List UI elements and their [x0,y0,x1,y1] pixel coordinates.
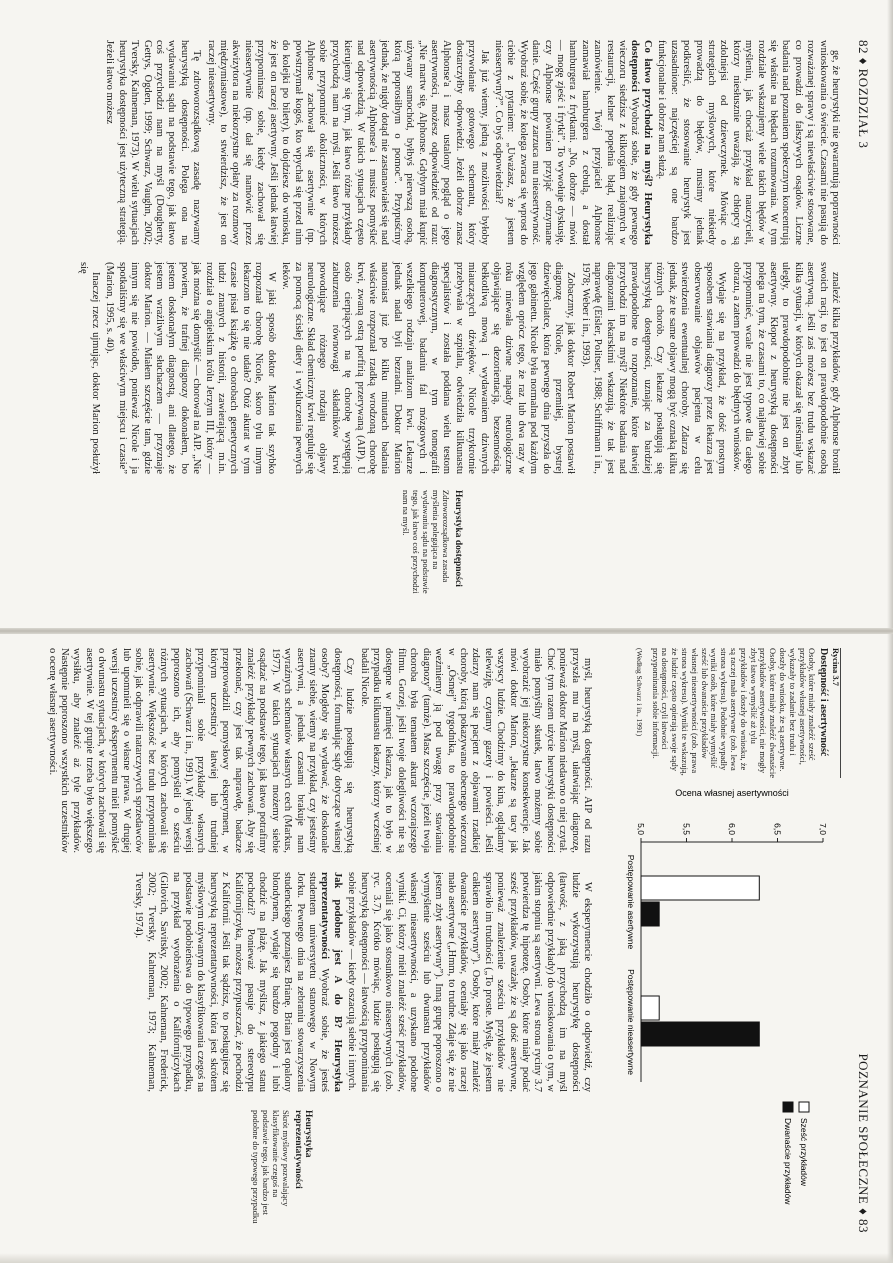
figure-caption-text: Osoby, które miały znaleźć sześć przykładów własnej asertywności, wykazały to zadanie bez trudu i doszły do wniosku, że są asertywne. Osoby, które miały znaleźć dwanaście przykładów asertywności, nie mogły zbyt łatwo wymyślić aż tylu przykładów i doszły do wniosku, że są raczej mało asertywne (zob. lewa strona wykresu). Podobnie wypadły wyniki osób, które miały wymyślić sześć lub dwanaście przykładów własnej nieasertywności (zob. prawa strona wykresu). Wyniki te wskazują, że ludzie często opierają swoje sądy na dostępności, czyli łatwości przypominania sobie informacji. [650,648,818,778]
margin-note-title: Heurystyka dostępności [453,490,463,587]
paragraph-text: Jak już wiemy, jedną z możliwości byłoby przywołanie gotowego schematu, który dostarczyłby odpowiedzi. Jeżeli dobrze znasz Alphonse'a i masz ustalony pogląd o jego asertywności, możesz odpowiedzieć od razu: „Nie martw się, Alphonse. Gdybym miał kupić używany samochód, byłbyś pierwszą osobą, którą poprosiłbym o pomoc”. Przypuśćmy jednak, że nigdy dotąd nie zastanawiałeś się nad asertywnością Alphonse'a i musisz pomyśleć nad odpowiedzią. W takich sytuacjach często kierujemy się tym, jak łatwo różne przykłady przychodzą nam na myśl. Jeśli łatwo możesz sobie przypomnieć okoliczności, w których Alphonse zachował się asertywnie (np. powstrzymał kogoś, kto wpychał się przed nim do kolejki po bilety), to dojdziesz do wniosku, że jest on raczej asertywny. Jeśli jednak łatwiej przypominasz sobie, kiedy zachował się nieasertywnie (np. dał się namówić przez akwizytora na niekorzystne opłaty za rozmowy międzymiastowe), to stwierdzisz, że jest on raczej nieasertywny. [205,40,490,245]
paragraph [345,872,593,1092]
paragraph [132,872,343,1092]
figure-source: (Według Schwarz i in., 1991) [634,648,644,737]
paragraph [655,40,841,245]
right-running-head: POZNANIE SPOŁECZNE ♦ 83 [856,1053,871,1233]
right-column-1 [43,648,593,853]
paragraph-text: Czy ludzie posługują się heurystyką dostępności, formułując sądy dotyczące własnej osoby? Mogłoby się wydawać, że doskonale znamy siebie, wiemy na przykład, czy jesteśmy asertywni, a jednak czasami brakuje nam wyraźnych schematów własnych cech (Markus, 1977). W takich sytuacjach możemy siebie osądzać na podstawie tego, jak łatwo potrafimy znaleźć przykłady pewnych zachowań. Aby się przekonać, czy jest tak naprawdę, badacze przeprowadzili pomysłowy eksperyment, w którym uczestnicy łatwiej lub trudniej przypominali sobie przykłady własnych zachowań (Schwarz i in., 1991). W jednej wersji poproszono ich, aby pomyśleli o sześciu różnych sytuacjach, w których zachowali się asertywnie. Większość bez trudu przypominała sobie, jak odprawili natarczywych sprzedawców lub upomnieli się o własne prawa. W drugiej wersji uczestnicy eksperymentu mieli pomyśleć o dwunastu sytuacjach, w których zachowali się asertywnie. W tej grupie trzeba było większego wysiłku, aby znaleźć aż tyle przykładów. Następnie poproszono wszystkich uczestników o ocenę własnej asertywności. [46,648,356,853]
margin-note-text: Skrót myślowy pozwalający klasyfikowanie czegoś na podstawie tego, jak bardzo jest podobne do typowego przypadku [251,1110,291,1224]
paragraph-text: myśl, heurystyką dostępności. AIP od razu przyszła mu na myśl, ułatwiając diagnozę, ponieważ doktor Marion niedawno o niej czytał. Choć tym razem użycie heurystyki dostępności miało pomyślny skutek, łatwo możemy sobie wyobrazić jej niekorzystne konsekwencje. Jak mówi doktor Marion, „lekarze są tacy jak wszyscy ludzie. Chodzimy do kina, oglądamy telewizję, czytamy gazety i powieści. Jeśli zdarzy nam się pacjent z objawami rzadkiej choroby, którą pokazywano obecnego wieczoru w „Ósmej” tygodnika, to prawdopodobnie weźmiemy ją pod uwagę przy stawianiu diagnozy” (tamże). Masz szczęście, jeżeli twoja choroba była tematem akurat wczorajszego filmu. Gorzej, jeśli twoje dolegliwości nie są dostępne w pamięci lekarza, jak to było w przypadku kilkunastu lekarzy, którzy wcześniej badali Nicole. [358,648,593,853]
section-heading: Jak podobne jest A do B? Heurystyka reprezentatywności [319,872,343,1092]
category-label: Postępowanie nieasertywne [626,969,636,1075]
category-label: Postępowanie asertywne [626,854,636,950]
margin-note-availability [401,490,463,610]
paragraph-text: Zobaczmy, jak doktor Robert Marion postawił diagnozę Nicole, przemiłej, bystrej dziewięciolatce, która pewnego dnia przyszła do jego gabinetu. Nicole była normalna pod każdym względem oprócz tego, że raz lub dwa razy w roku miewała dziwne napady neurologiczne objawiające się dezorientacją, bezsennością, bełkotliwą mową i wydawaniem dziwnych miauczących dźwięków. Nicole trzykrotnie przebywała w szpitalu, odwiedziła kilkunastu specjalistów i została poddana wielu testom diagnostycznym, w tym tomografii komputerowej, badaniu fal mózgowych i wszelkiego rodzaju analizom krwi. Lekarze jednak nadal byli bezradni. Doktor Marion natomiast już po kilku minutach badania właściwie rozpoznał rzadką wrodzoną chorobę krwi, zwaną ostrą porfirią przerywaną (AIP). U osób cierpiących na tę chorobę występują zaburzenia równowagi składników krwi powodujące różnego rodzaju objawy neurologiczne. Skład chemiczny krwi reguluje się za pomocą ścisłej diety i wykluczenia pewnych leków. [280,262,577,474]
paragraph-text: ge, że heurystyki nie gwarantują poprawności wnioskowania o świecie. Czasami nie pasują do rozważanej sprawy i są niewłaściwie stosowane, co prowadzi do fałszywych osądów. Liczne badania nad poznaniem społecznym koncentrują się właśnie na błędach rozumowania. W tym rozdziale wskazujemy wiele takich błędów w myśleniu, jak chociaż przykład nauczycieli, którzy niesłusznie uważają, że chłopcy są zdolniejsi od dziewczynek. Mówiąc o strategiach myślowych, które niekiedy prowadzą do błędów, musimy jednak podkreślić, że stosowanie heurystyk jest uzasadnione: najczęściej są one bardzo funkcjonalne i dobrze nam służą. [656,40,841,245]
paragraph-text: Wyobraź sobie, że gdy pewnego wieczoru siedzisz z kilkorgiem znajomych w restauracji, kelner popełnia błąd, realizując zamówienie. Twój przyjaciel Alphonse zamawiał hamburgera z cebulą, a dostał hamburgera z frytkami. „No, dobrze — mówi — mogę zjeść i frytki”. To wywołuje dyskusję, czy Alphonse powinien przyjąć otrzymane danie. Część grupy zarzuca mu nieasertywność. Wyobraź sobie, że kolega zwraca się wprost do ciebie z pytaniem: „Uważasz, że jestem nieasertywny?”. Co byś odpowiedział? [493,40,641,245]
y-tick-label: 6,0 [727,823,737,835]
paragraph [103,40,202,245]
scan-shadow-edge [0,1253,893,1263]
margin-note-text: Zdroworozsądkowa zasada myślenia polegająca na wydawaniu sądu na podstawie tego, jak łatwo coś przychodzi nam na myśl. [401,490,451,594]
bar-six [641,996,659,1020]
figure-title: Dostępność i asertywność [818,648,830,757]
bar-twelve [641,902,659,926]
right-page [0,632,893,1263]
y-tick-label: 6,5 [772,823,783,835]
y-tick-label: 5,5 [681,823,692,835]
left-running-head: 82 ♦ ROZDZIAŁ 3 [856,40,871,149]
section-heading: Co łatwo przychodzi na myśl? Heurystyka dostępności [629,40,653,245]
left-column-1 [101,40,841,245]
legend-label: Dwanaście przykładów [783,1118,793,1205]
figure-label: Rycina 3.7 [831,648,841,686]
asertywnosc-chart [611,782,841,1222]
y-tick-label: 5,0 [636,823,646,835]
y-tick-label: 7,0 [818,823,828,835]
chart-svg [611,782,841,1222]
paragraph [357,648,593,853]
figure-caption-box [634,648,841,778]
paragraph-text: Wydaje się na przykład, że dość prostym sposobem stawiania diagnozy przez lekarza jest obserwowanie objawów pacjenta w celu stwierdzenia ewentualnej choroby. Zdarza się jednak, że te same objawy mogą być oznaką kilku różnych chorób. Czy lekarze posługują się heurystyką dostępności, uznając za bardziej prawdopodobne to rozpoznanie, które łatwiej przychodzi im na myśl? Niektóre badania nad diagnozami lekarskimi wskazują, że tak jest naprawdę (Eisler, Politser, 1988; Schiffmann i in., 1978; Weber i in., 1993). [579,262,728,474]
legend-swatch [799,1102,809,1112]
margin-note-title: Heurystyka reprezentatywności [293,1110,313,1189]
bar-twelve [641,1022,759,1046]
left-column-2 [74,262,841,474]
paragraph-text: W eksperymencie chodziło o odpowiedź, czy ludzie wykorzystują heurystykę dostępności (łatwość, z jaką przychodzą im na myśl odpowiednie przykłady) do wnioskowania o tym, w jakim stopniu są asertywni. Lewa strona ryciny 3.7 potwierdza tę hipotezę. Osoby, które miały podać sześć przykładów, uważały, że są dość asertywne, ponieważ znalezienie sześciu przykładów nie sprawiło im trudności („To proste. Myślę, że jestem całkiem asertywny”). Osoby, które miały znaleźć dwanaście przykładów, oceniały się jako raczej mało asertywne („Hmm, to trudne. Zdaje się, że nie jestem zbyt asertywny”). Inną grupę poproszono o wymyślenie sześciu lub dwunastu przykładów własnej nieasertywności, a uzyskano podobne wyniki. Ci, którzy mieli znaleźć sześć przykładów, oceniali się jako stosunkowo nieasertywnych (zob. ryc. 3.7). Krótko mówiąc, ludzie posługują się heurystyką dostępności — łatwością przypominania sobie przykładów — kiedy oszacują siebie i innych. [346,872,593,1092]
legend-swatch [783,1102,793,1112]
paragraph [76,262,101,474]
paragraph [578,262,727,474]
y-axis-label: Ocena własnej asertywności [675,788,789,798]
paragraph-text: Wyobraź sobie, że jesteś studentem uniwersytetu stanowego w Nowym Jorku. Pewnego dnia na zebraniu stowarzyszenia studenckiego poznajesz Brianę. Brian jest opalony blondynem, wydaje się bardzo pogodny i lubi chodzić na plażę. Jak myślisz, z jakiego stanu pochodzi? Ponieważ pasuje do stereotypu Kalifornijczyka, możesz przypuszczać, że pochodzi z Kalifornii. Jeśli tak sądzisz, to posługujesz się heurystyką reprezentatywności, która jest skrótem myślowym używanym do klasyfikowania czegoś na podstawie podobieństwa do typowego przypadku, na przykład wyobrażenia o Kalifornijczykach (Gilovich, Savitsky, 2002; Kahneman, Frederick, 2002; Tversky, Kahneman, 1973; Kahneman, Tversky, 1974). [133,872,331,1092]
paragraph [204,40,489,245]
margin-note-representativeness [251,1110,313,1230]
paragraph [729,262,841,474]
bar-six [641,876,759,900]
paragraph-text: Inaczej rzecz ujmując, doktor Marion posłużył się [77,262,102,474]
paragraph [45,648,355,853]
right-column-2 [130,872,593,1092]
paragraph [103,262,277,474]
paragraph [279,262,577,474]
paragraph-text: Tę zdroworozsądkową zasadę nazywamy heurystyką dostępności. Polega ona na wydawaniu sądu na podstawie tego, jak łatwo coś przychodzi nam na myśl (Dougherty, Gettys, Ogden, 1999; Schwarz, Vaughn, 2002; Tversky, Kahneman, 1973). W wielu sytuacjach heurystyka dostępności jest użyteczną strategią. Jeżeli łatwo możesz [104,40,203,245]
legend-label: Sześć przykładów [799,1118,809,1187]
paragraph [492,40,653,245]
paragraph-text: znaleźć kilka przykładów, gdy Alphonse bronił swoich racji, to jest on prawdopodobnie osobą asertywną. Jeśli zaś możesz bez trudu wskazać kilka sytuacji, w których okazał się nieśmiały lub uległy, to prawdopodobnie nie jest on zbyt asertywny. Kłopot z heurystyką dostępności polega na tym, że czasami to, co najłatwiej sobie przypomnieć, wcale nie jest typowe dla całego obrazu, a zatem prowadzi do błędnych wniosków. [730,262,841,474]
paragraph-text: W jaki sposób doktor Marion tak szybko rozpoznał chorobę Nicole, skoro tylu innym lekarzom to się nie udało? Otóż akurat w tym czasie pisał książkę o chorobach genetycznych ludzi znanych z historii, zawierającą m.in. rozdział o angielskim królu Jerzym III, który — jak można się domyślić — chorował na AIP. „Nie powiem, że trafnej diagnozy dokonałem, bo jestem doskonałym diagnostą, ani dlatego, że jestem wrażliwym słuchaczem — przyznaje doktor Marion. — Miałem szczęście tam, gdzie innym się nie powiodło, ponieważ Nicole i ja spotkaliśmy się we właściwym miejscu i czasie” (Marion, 1995, s. 40). [104,262,277,474]
